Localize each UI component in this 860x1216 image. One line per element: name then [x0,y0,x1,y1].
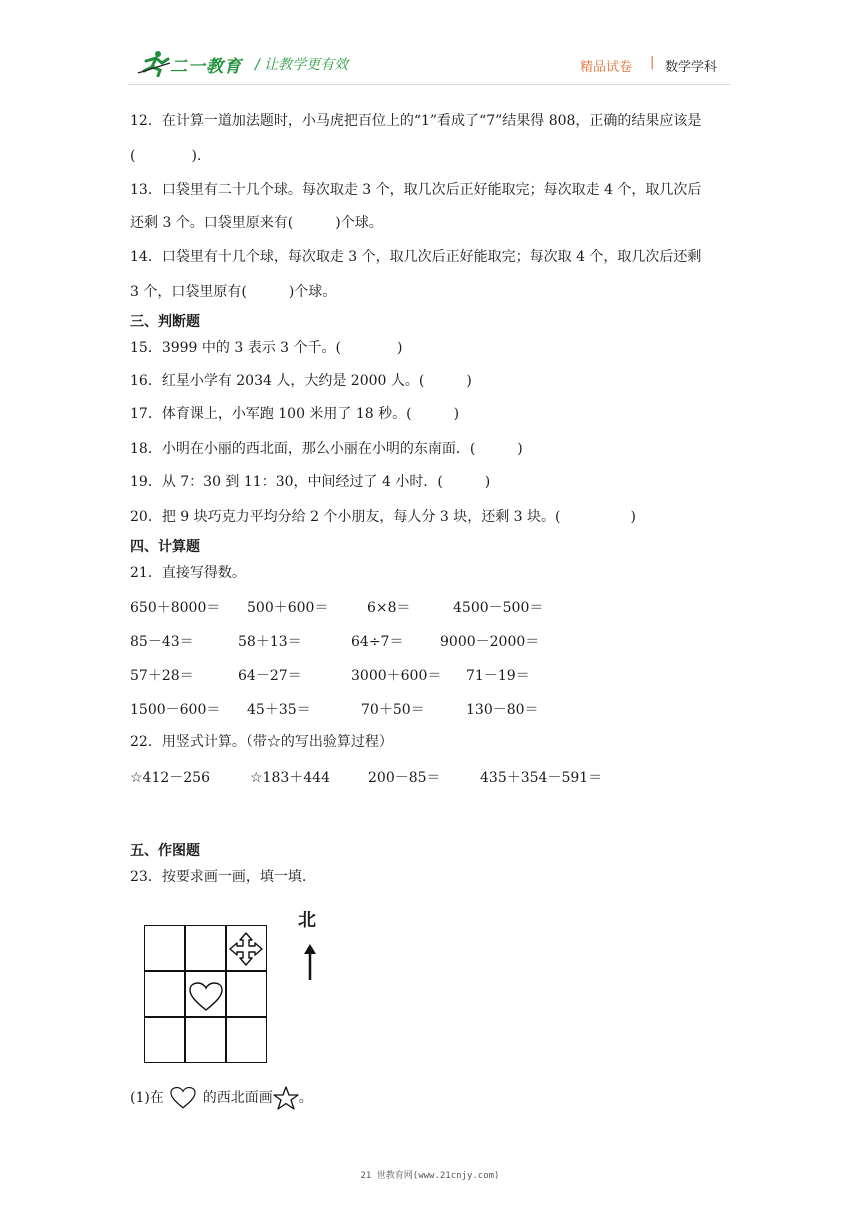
grid-cell [225,1016,267,1063]
grid-cell [144,970,186,1018]
section-3-title: 三、判断题 [130,314,200,330]
page-footer: 21 世教育网(www.21cnjy.com) [360,1171,500,1181]
page-header [0,0,860,90]
calc-item: 1500－600＝ [130,702,221,718]
four-arrows-icon [228,931,264,967]
calc-item: 3000＋600＝ [351,668,442,684]
calc-item: 500＋600＝ [247,600,329,616]
grid-cell [184,925,227,972]
star-icon [273,1086,299,1110]
sub1-suffix: 。 [298,1090,313,1106]
sub1-prefix: (1)在 [130,1090,164,1106]
question-17: 17．体育课上，小军跑 100 米用了 18 秒。( ) [130,406,460,422]
calc-item: 6×8＝ [367,600,411,616]
question-13-line1: 13．口袋里有二十几个球。每次取走 3 个，取几次后正好能取完；每次取走 4 个，取几次后 [130,182,702,198]
question-22: 22．用竖式计算。（带☆的写出验算过程） [130,734,393,750]
section-4-title: 四、计算题 [130,539,200,555]
question-12-line2: ( ). [130,148,202,164]
calc-item: 71－19＝ [466,668,530,684]
vertical-calc-item: 200－85＝ [368,770,441,786]
header-divider [128,84,730,85]
calc-item: 45＋35＝ [247,702,311,718]
heart-icon [168,1086,198,1110]
question-14-line2: 3 个，口袋里原有( )个球。 [130,284,337,300]
section-5-title: 五、作图题 [130,843,200,859]
runner-logo-icon [136,49,172,77]
header-tag: 精品试卷 [580,60,633,75]
calc-item: 130－80＝ [466,702,539,718]
direction-grid [144,925,267,1063]
grid-cell [184,1016,227,1063]
question-23-sub1 [130,1086,313,1110]
question-20: 20．把 9 块巧克力平均分给 2 个小朋友，每人分 3 块，还剩 3 块。( ) [130,509,636,525]
grid-cell [225,970,267,1018]
question-19: 19．从 7：30 到 11：30，中间经过了 4 小时．( ) [130,474,491,490]
grid-cell [144,925,186,972]
question-15: 15．3999 中的 3 表示 3 个千。( ) [130,340,403,356]
question-14-line1: 14．口袋里有十几个球，每次取走 3 个，取几次后正好能取完；每次取 4 个，取几次后还剩 [130,249,702,265]
calc-item: 4500－500＝ [453,600,544,616]
calc-item: 57＋28＝ [130,668,194,684]
brand-name: 二一教育 [170,57,242,77]
calc-item: 9000－2000＝ [440,634,540,650]
calc-item: 85－43＝ [130,634,194,650]
brand-slogan: / 让教学更有效 [255,57,349,73]
vertical-calc-item: ☆412－256 [130,770,210,786]
grid-cell [144,1016,186,1063]
question-21: 21．直接写得数。 [130,565,246,581]
north-arrow-icon [300,942,320,982]
calc-item: 58＋13＝ [238,634,302,650]
calc-item: 650＋8000＝ [130,600,221,616]
question-13-line2: 还剩 3 个。口袋里原来有( )个球。 [130,215,383,231]
vertical-calc-item: ☆183＋444 [250,770,330,786]
calc-item: 70＋50＝ [361,702,425,718]
sub1-middle: 的西北面画 [202,1090,273,1106]
vertical-calc-item: 435＋354－591＝ [480,770,603,786]
question-16: 16．红星小学有 2034 人，大约是 2000 人。( ) [130,373,472,389]
question-23: 23．按要求画一画，填一填. [130,869,307,885]
heart-icon [188,981,224,1013]
calc-item: 64÷7＝ [351,634,404,650]
question-18: 18．小明在小丽的西北面，那么小丽在小明的东南面．( ) [130,441,523,457]
calc-item: 64－27＝ [238,668,302,684]
question-12-line1: 12．在计算一道加法题时，小马虎把百位上的“1”看成了“7”结果得 808，正确的结果应该是 [130,113,702,129]
header-separator: | [650,55,655,70]
north-label: 北 [298,910,316,931]
header-subject: 数学学科 [665,60,718,75]
